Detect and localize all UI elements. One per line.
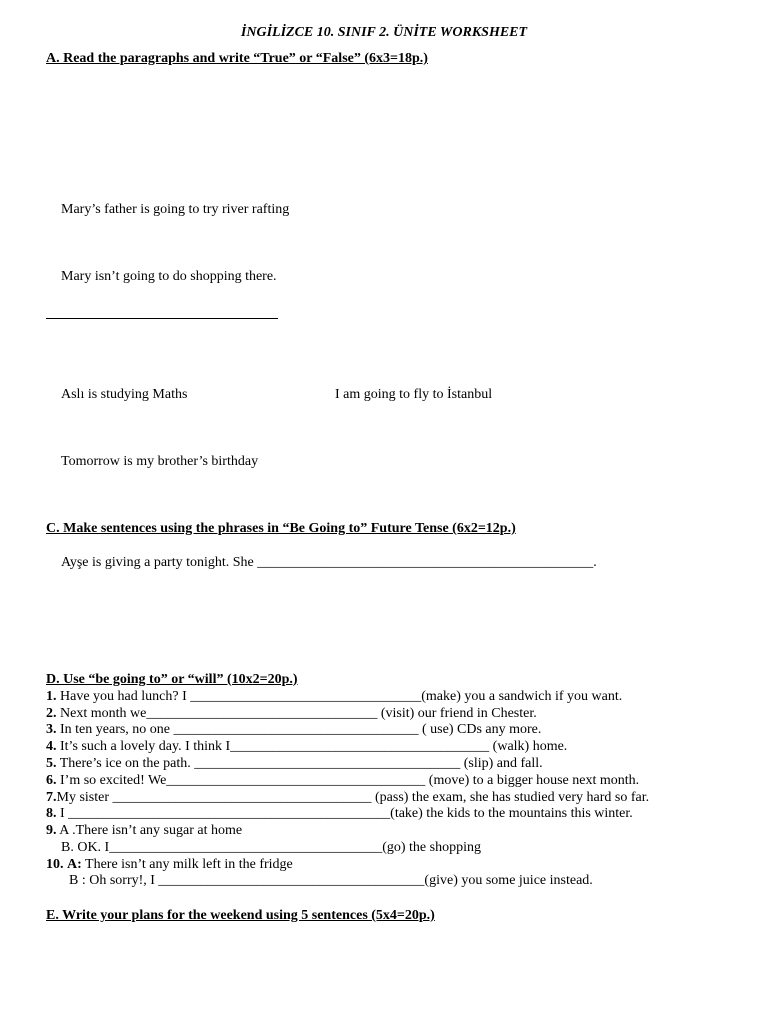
question-9-answer — [61, 840, 481, 856]
question-number: 5. — [46, 756, 57, 771]
question-text: B : Oh sorry!, I ______________________________________(give) you some juice instead. — [69, 873, 593, 888]
question-text: Next month we_________________________________ (visit) our friend in Chester. — [56, 706, 537, 721]
question-number: 9. — [46, 823, 57, 838]
question-text: It’s such a lovely day. I think I_____________________________________ (walk) home. — [56, 739, 568, 754]
section-d-heading: D. Use “be going to” or “will” (10x2=20p.) — [46, 672, 298, 687]
question-7 — [46, 790, 649, 806]
question-text: A .There isn’t any sugar at home — [56, 823, 243, 838]
section-a-statement-1: Mary’s father is going to try river rafting — [61, 202, 290, 217]
section-divider — [46, 318, 278, 319]
question-number: 3. — [46, 722, 57, 737]
section-a-statement-2: Mary isn’t going to do shopping there. — [61, 269, 277, 284]
question-6 — [46, 773, 639, 789]
section-b-statement-3: Tomorrow is my brother’s birthday — [61, 454, 259, 469]
question-10 — [46, 857, 293, 873]
question-10-answer — [69, 873, 593, 889]
question-8 — [46, 806, 633, 822]
question-text: I’m so excited! We_____________________________________ (move) to a bigger house next month. — [56, 773, 640, 788]
section-b-statement-1: Aslı is studying Maths — [61, 387, 188, 402]
question-text: There’s ice on the path. ______________________________________ (slip) and fall. — [56, 756, 543, 771]
section-a-heading: A. Read the paragraphs and write “True” or “False” (6x3=18p.) — [46, 51, 428, 66]
question-9 — [46, 823, 242, 839]
question-text: B. OK. I_______________________________________(go) the shopping — [61, 840, 481, 855]
section-e-heading: E. Write your plans for the weekend using 5 sentences (5x4=20p.) — [46, 908, 435, 923]
question-text: In ten years, no one ___________________________________ ( use) CDs any more. — [56, 722, 542, 737]
question-3 — [46, 722, 541, 738]
question-1 — [46, 689, 622, 705]
question-4 — [46, 739, 567, 755]
question-text: A: There isn’t any milk left in the fridge — [67, 857, 293, 872]
section-c-heading: C. Make sentences using the phrases in “Be Going to” Future Tense (6x2=12p.) — [46, 521, 516, 536]
question-number: 8. — [46, 806, 57, 821]
question-number: 4. — [46, 739, 57, 754]
question-text: Have you had lunch? I _________________________________(make) you a sandwich if you want. — [56, 689, 623, 704]
worksheet-title: İNGİLİZCE 10. SINIF 2. ÜNİTE WORKSHEET — [240, 25, 528, 40]
question-number: 7. — [46, 790, 57, 805]
question-number: 1. — [46, 689, 57, 704]
section-c-example: Ayşe is giving a party tonight. She ________________________________________________. — [61, 555, 597, 570]
question-5 — [46, 756, 543, 772]
question-number: 2. — [46, 706, 57, 721]
section-b-statement-2: I am going to fly to İstanbul — [335, 387, 493, 402]
question-text: My sister _____________________________________ (pass) the exam, she has studied very hard so far. — [56, 790, 650, 805]
question-2 — [46, 706, 537, 722]
question-number: 6. — [46, 773, 57, 788]
question-number: 10. — [46, 857, 64, 872]
question-text: I ______________________________________________(take) the kids to the mountains this winter. — [56, 806, 633, 821]
